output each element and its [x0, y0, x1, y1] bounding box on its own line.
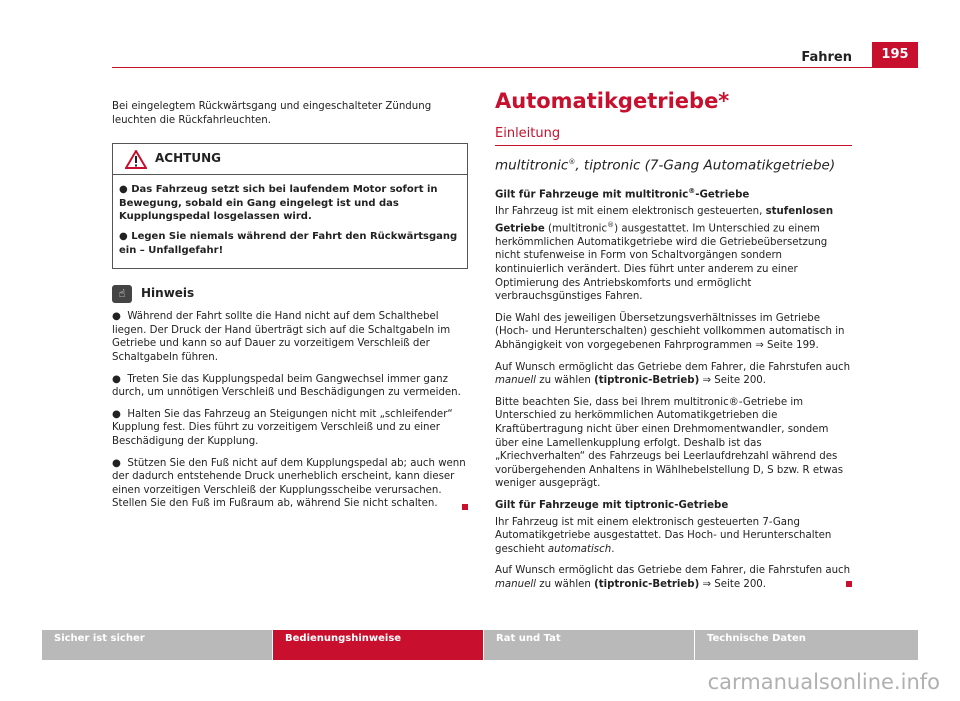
footer-tab-technische-daten[interactable]: Technische Daten — [695, 630, 918, 660]
section-heading: Automatikgetriebe* — [495, 89, 730, 113]
right-column — [495, 89, 852, 600]
subsection-heading: Einleitung — [495, 127, 852, 147]
paragraph: Auf Wunsch ermöglicht das Getriebe dem Fahrer, die Fahrstufen auch manuell zu wählen (tiptronic-Betrieb) ⇒ Seite 200. — [495, 565, 851, 590]
hint-title: Hinweis — [141, 286, 195, 301]
warning-triangle-icon — [125, 150, 147, 169]
hint-hand-icon: ☝ — [112, 285, 132, 303]
warning-header — [113, 144, 467, 175]
topic-heading: multitronic®, tiptronic (7-Gang Automatikgetriebe) — [495, 157, 836, 174]
header-divider — [112, 67, 872, 68]
paragraph: Bitte beachten Sie, dass bei Ihrem multitronic®-Getriebe im Unterschied zu herkömmlichen Automatikgetrieben die Kraftübertragung nicht über einen Drehmomentwandler, sondem über eine Lamellenkupplung erfolgt. Deshalb ist das „Kriechverhalten“ des Fahrzeugs bei Leerlaufdrehzahl während des vorübergehenden Anhaltens in Wählhebelstellung D, S bzw. R etwas weniger ausgeprägt. — [495, 396, 844, 490]
warning-item: ● Das Fahrzeug setzt sich bei laufendem Motor sofort in Bewegung, sobald ein Gang eingelegt ist und das Kupplungspedal losgelassen wird. — [119, 184, 438, 222]
warning-body — [113, 175, 467, 268]
hint-item: ● Während der Fahrt sollte die Hand nicht auf dem Schalthebel liegen. Der Druck der Hand überträgt sich auf die Schaltgabeln im Getriebe und kann so auf Dauer zu vorzeitigem Verschleiß der Schaltgabeln führen. — [112, 311, 451, 363]
paragraph: Auf Wunsch ermöglicht das Getriebe dem Fahrer, die Fahrstufen auch manuell zu wählen (tiptronic-Betrieb) ⇒ Seite 200. — [495, 361, 851, 387]
footer-tab-rat-und-tat[interactable]: Rat und Tat — [484, 630, 694, 660]
section-end-marker — [846, 581, 852, 587]
multitronic-subtitle: Gilt für Fahrzeuge mit multitronic®-Getriebe — [495, 187, 750, 201]
tiptronic-subtitle: Gilt für Fahrzeuge mit tiptronic-Getriebe — [495, 499, 729, 511]
watermark: carmanualsonline.info — [707, 670, 940, 694]
footer-tab-bedienungshinweise[interactable]: Bedienungshinweise — [273, 630, 483, 660]
hint-item: ● Halten Sie das Fahrzeug an Steigungen nicht mit „schleifender“ Kupplung fest. Dies führt zu vorzeitigem Verschleiß und zu einer Beschädigung der Kupplung. — [112, 408, 453, 447]
warning-title: ACHTUNG — [155, 151, 221, 166]
paragraph: Die Wahl des jeweiligen Übersetzungsverhältnisses im Getriebe (Hoch- und Herunterschalten) geschieht vollkommen automatisch in Abhängigkeit von vorgegebenen Fahrprogrammen ⇒ Seite 199. — [495, 312, 845, 351]
page-number: 195 — [872, 42, 918, 68]
intro-text: Bei eingelegtem Rückwärtsgang und eingeschalteter Zündung leuchten die Rückfahrleuchten. — [112, 101, 432, 126]
paragraph: Ihr Fahrzeug ist mit einem elektronisch gesteuerten 7-Gang Automatikgetriebe ausgestattet. Das Hoch- und Herunterschalten geschieht automatisch. — [495, 516, 832, 555]
hint-header — [112, 285, 468, 303]
warning-item: ● Legen Sie niemals während der Fahrt den Rückwärtsgang ein – Unfallgefahr! — [119, 231, 458, 256]
left-column — [112, 100, 468, 515]
hint-item: ● Treten Sie das Kupplungspedal beim Gangwechsel immer ganz durch, um unnötigen Verschleiß und Beschädigungen zu vermeiden. — [112, 373, 461, 399]
footer-tab-sicher[interactable]: Sicher ist sicher — [42, 630, 272, 660]
page-section-title: Fahren — [801, 50, 852, 65]
paragraph: Ihr Fahrzeug ist mit einem elektronisch gesteuerten, stufenlosen Getriebe (multitronic®) ausgestattet. Im Unterschied zu einem herkömmlichen Automatikgetriebe wird die Getriebeübersetzung nicht stufenweise in Form von Schaltvorgängen sondern kontinuierlich verändert. Dies führt unter anderem zu einer Optimierung des Antriebskomforts und ermöglicht verbrauchsgünstiges Fahren. — [495, 206, 834, 303]
hint-item: ● Stützen Sie den Fuß nicht auf dem Kupplungspedal ab; auch wenn der dadurch entstehende Druck unerheblich erscheint, kann dieser einen vorzeitigen Verschleiß der Kupplungsscheibe verursachen. Stellen Sie den Fuß im Fußraum ab, während Sie nicht schalten. — [112, 457, 466, 510]
warning-box — [112, 143, 468, 269]
